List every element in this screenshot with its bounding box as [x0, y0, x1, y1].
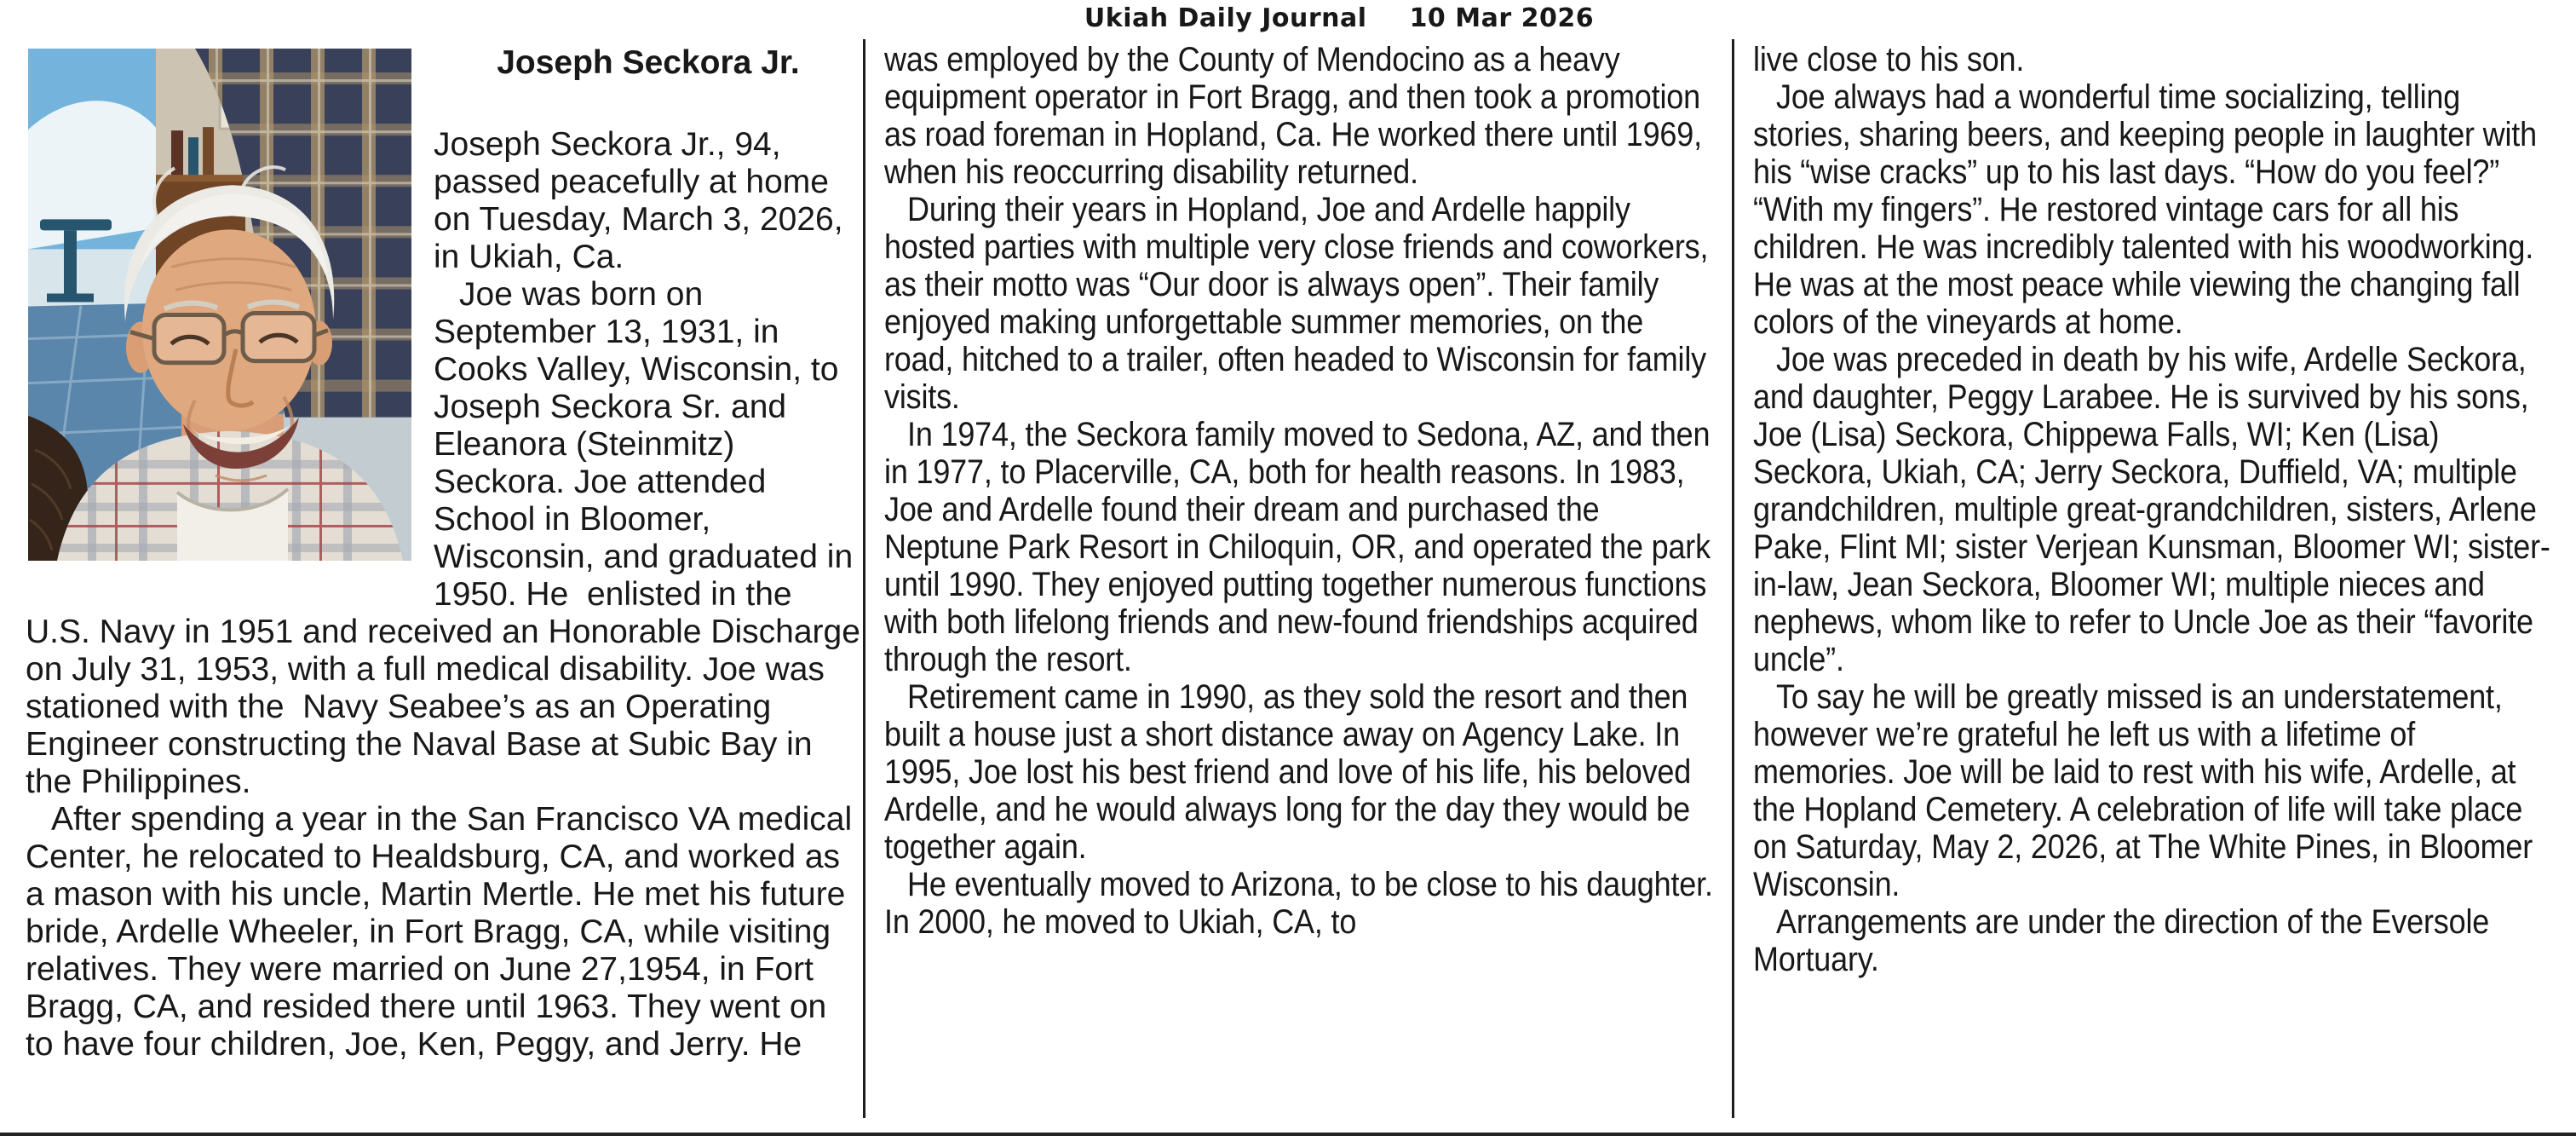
column-3-text — [1753, 41, 2564, 978]
column-divider-left — [863, 39, 865, 1118]
portrait-photo-graphic — [28, 49, 411, 561]
obituary-paragraph: In 1974, the Seckora family moved to Sedona, AZ, and then in 1977, to Placerville, CA, both for health reasons. In 1983, Joe and Ardelle found their dream and purchased the Neptune Park Resort in Chiloquin, OR, and operated the park until 1990. They enjoyed putting together numerous functions with both lifelong friends and new-found friendships acquired through the resort. — [884, 416, 1711, 678]
obituary-paragraph: Arrangements are under the direction of the Eversole Mortuary. — [1753, 903, 2490, 978]
masthead — [51, 3, 2576, 33]
obituary-paragraph: Retirement came in 1990, as they sold the resort and then built a house just a short distance away on Agency Lake. In 1995, Joe lost his best friend and love of his life, his beloved Ardelle, and he would always long for the day they would be together again. — [884, 678, 1692, 866]
obituary-title: Joseph Seckora Jr. — [497, 44, 800, 81]
obituary-paragraph: Joe was preceded in death by his wife, Ardelle Seckora, and daughter, Peggy Larabee. He is survived by his sons, Joe (Lisa) Seckora, Chippewa Falls, WI; Ken (Lisa) Seckora, Ukiah, CA; Jerry Seckora, Duffield, VA; multiple grandchildren, multiple great-grandchildren, sisters, Arlene Pake, Flint MI; sister Verjean Kunsman, Bloomer WI; sister-in-law, Jean Seckora, Bloomer WI; multiple nieces and nephews, whom like to refer to Uncle Joe as their “favorite uncle”. — [1753, 341, 2550, 678]
obituary-paragraph: live close to his son. — [1753, 41, 2025, 78]
obituary-paragraph: During their years in Hopland, Joe and Ardelle happily hosted parties with multiple very close friends and coworkers, as their motto was “Our door is always open”. Their family enjoyed making unforgettable summer memories, on the road, hitched to a trailer, often headed to Wisconsin for family visits. — [884, 191, 1709, 416]
column-2-text — [884, 41, 1717, 941]
obituary-column-3 — [1753, 41, 2564, 978]
bottom-rule — [0, 1133, 2576, 1136]
masthead-date: 10 Mar 2026 — [1409, 3, 1595, 33]
newspaper-name: Ukiah Daily Journal — [1084, 3, 1367, 33]
portrait-photo — [28, 49, 411, 561]
obituary-column-2 — [884, 41, 1717, 941]
obituary-paragraph: To say he will be greatly missed is an understatement, however we’re grateful he left us with a lifetime of memories. Joe will be laid to rest with his wife, Ardelle, at the Hopland Cemetery. A celebration of life will take place on Saturday, May 2, 2026, at The White Pines, in Bloomer Wisconsin. — [1753, 678, 2533, 903]
obituary-paragraph: Joseph Seckora Jr., 94, passed peacefully at home on Tuesday, March 3, 2026, in Ukiah, Ca. — [434, 126, 843, 275]
obituary-paragraph: After spending a year in the San Francisco VA medical Center, he relocated to Healdsburg, CA, and worked as a mason with his uncle, Martin Mertle. He met his future bride, Ardelle Wheeler, in Fort Bragg, CA, while visiting relatives. They were married on June 27,1954, in Fort Bragg, CA, and resided there until 1963. They went on to have four children, Joe, Ken, Peggy, and Jerry. He — [26, 801, 853, 1063]
column-divider-right — [1732, 39, 1734, 1118]
obituary-paragraph: He eventually moved to Arizona, to be close to his daughter. In 2000, he moved to Ukiah, CA, to — [884, 866, 1713, 941]
obituary-paragraph: was employed by the County of Mendocino as a heavy equipment operator in Fort Bragg, and then took a promotion as road foreman in Hopland, Ca. He worked there until 1969, when his reoccurring disability returned. — [884, 41, 1702, 191]
obituary-paragraph: Joe was born on September 13, 1931, in Cooks Valley, Wisconsin, to Joseph Seckora Sr. and Eleanora (Steinmitz) Seckora. Joe attended School in Bloomer, Wisconsin, and graduated in 1950. He enlisted in the U.S. Navy in 1951 and received an Honorable Discharge on July 31, 1953, with a full medical disability. Joe was stationed with the Navy Seabee’s as an Operating Engineer constructing the Naval Base at Subic Bay in the Philippines. — [26, 276, 860, 800]
obituary-paragraph: Joe always had a wonderful time socializing, telling stories, sharing beers, and keeping people in laughter with his “wise cracks” up to his last days. “How do you feel?” “With my fingers”. He restored vintage cars for all his children. He was incredibly talented with his woodworking. He was at the most peace while viewing the changing fall colors of the vineyards at home. — [1753, 78, 2537, 341]
obituary-column-1 — [26, 41, 863, 1063]
